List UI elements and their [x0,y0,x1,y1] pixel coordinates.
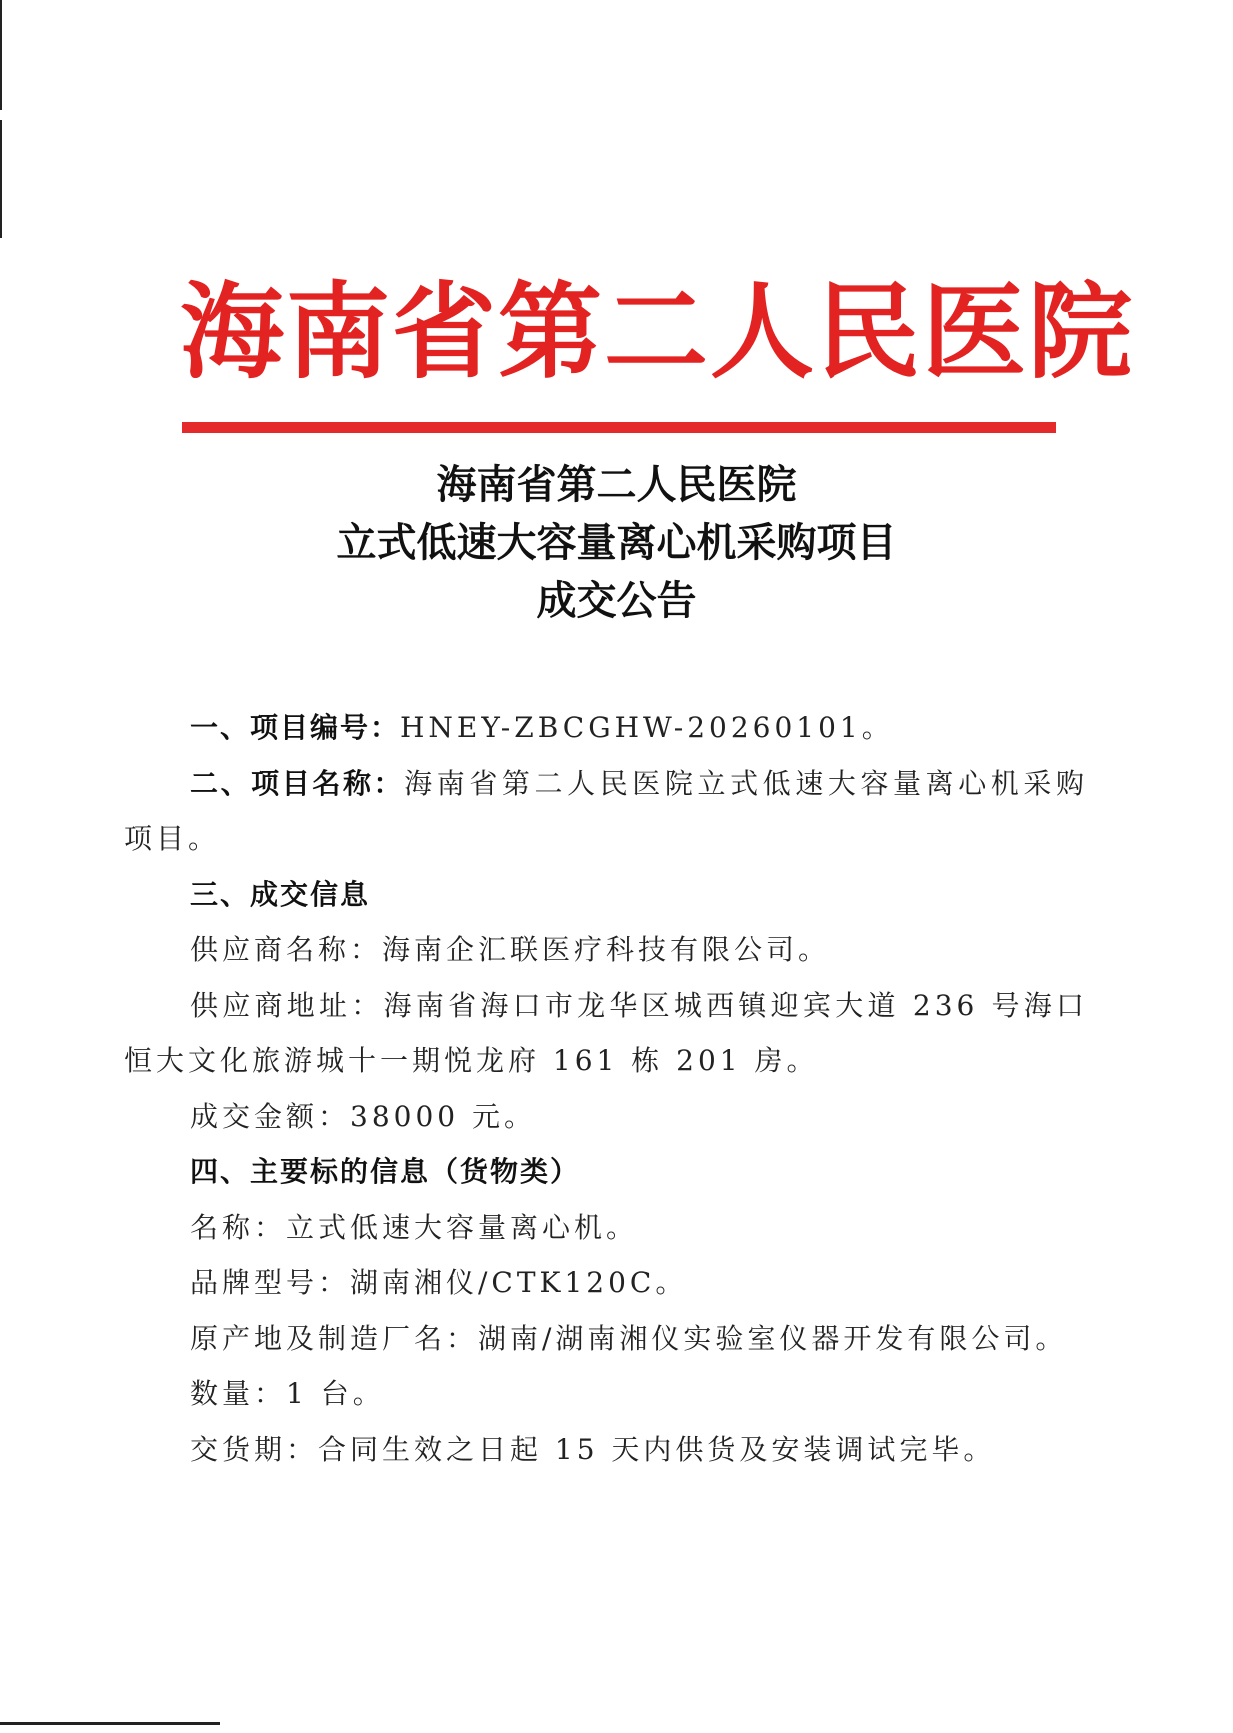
item-origin-maker: 原产地及制造厂名：湖南/湖南湘仪实验室仪器开发有限公司。 [190,1321,1068,1355]
item-quantity: 数量：1 台。 [190,1377,385,1410]
item-brand-model: 品牌型号：湖南湘仪/CTK120C。 [190,1266,688,1299]
item-delivery: 交货期：合同生效之日起 15 天内供货及安装调试完毕。 [190,1432,996,1466]
main-item-heading-paragraph [124,1144,1088,1200]
deal-info-heading: 三、成交信息 [190,877,371,911]
project-name-heading: 二、项目名称： [190,766,405,800]
project-name-value: 海南省第二人民医院立式低速大容量离心机采购项目。 [124,766,1088,855]
title-line-3: 成交公告 [536,577,697,624]
scan-edge-mark [0,1722,220,1725]
letterhead-red-rule [182,422,1056,433]
title-line-1: 海南省第二人民医院 [436,461,797,508]
deal-info-heading-paragraph [124,867,1088,923]
document-body [124,700,1088,1477]
title-line-2: 立式低速大容量离心机采购项目 [336,519,897,566]
deal-amount: 成交金额：38000 元。 [190,1099,536,1133]
document-title [0,456,1233,630]
scan-edge-mark [0,120,2,238]
letterhead-org-name: 海南省第二人民医院 [180,270,1135,393]
project-name-paragraph [124,756,1088,867]
main-item-heading: 四、主要标的信息（货物类） [190,1155,581,1188]
scan-edge-mark [0,0,2,110]
project-number-paragraph [124,700,1088,756]
item-name: 名称：立式低速大容量离心机。 [190,1210,639,1244]
supplier-name: 供应商名称：海南企汇联医疗科技有限公司。 [190,933,831,966]
supplier-address: 供应商地址：海南省海口市龙华区城西镇迎宾大道 236 号海口恒大文化旅游城十一期悦龙府 161 栋 201 房。 [124,988,1088,1077]
project-number-heading: 一、项目编号： [190,711,401,744]
project-number-value: HNEY-ZBCGHW-20260101。 [400,711,894,744]
